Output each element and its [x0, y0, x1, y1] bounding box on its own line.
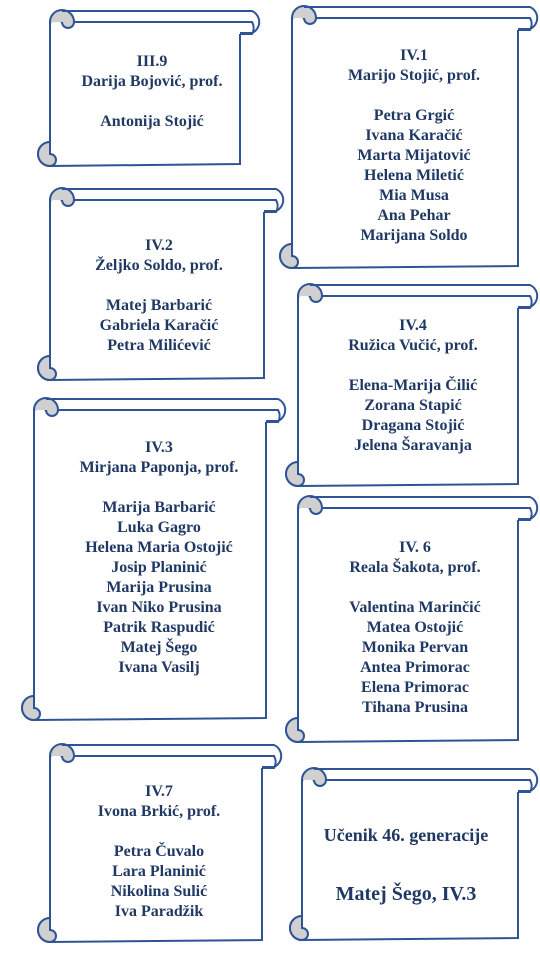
student-name: Luka Gagro — [117, 519, 201, 536]
student-name: Petra Grgić — [373, 107, 455, 124]
scroll-class-iv-2 — [20, 186, 282, 382]
student-name: Valentina Marinčić — [349, 599, 481, 616]
student-name: Ivana Karačić — [365, 127, 463, 144]
class-name: III.9 — [136, 53, 168, 70]
student-name: Nikolina Sulić — [110, 883, 208, 900]
student-name: Ivan Niko Prusina — [96, 599, 222, 616]
student-name: Ivana Vasilj — [118, 659, 200, 676]
scroll-content — [308, 316, 518, 456]
student-name: Elena-Marija Čilić — [348, 377, 478, 394]
class-name: IV. 6 — [399, 539, 431, 556]
student-name: Marta Mijatović — [357, 147, 471, 164]
student-name: Elena Primorac — [361, 679, 469, 696]
student-name: Petra Milićević — [107, 337, 211, 354]
student-name: Helena Miletić — [364, 167, 464, 184]
student-name: Marijana Soldo — [360, 227, 468, 244]
student-name: Dragana Stojić — [361, 417, 465, 434]
class-name: IV.3 — [145, 439, 173, 456]
teacher-name: Ružica Vučić, prof. — [348, 337, 478, 354]
scroll-class-iv-6 — [268, 494, 536, 744]
scroll-content — [54, 236, 264, 356]
scroll-class-iv-1 — [262, 4, 536, 270]
scroll-content — [54, 52, 250, 132]
student-name: Ana Pehar — [377, 207, 451, 224]
student-name: Antonija Stojić — [100, 113, 204, 130]
student-name: Matej Šego — [120, 639, 198, 656]
student-name: Patrik Raspudić — [103, 619, 215, 636]
student-name: Marija Prusina — [106, 579, 212, 596]
student-name: Monika Pervan — [361, 639, 469, 656]
student-name: Helena Maria Ostojić — [85, 539, 233, 556]
student-name: Matea Ostojić — [366, 619, 464, 636]
student-name: Mia Musa — [379, 187, 449, 204]
class-name: IV.1 — [400, 47, 428, 64]
student-name: Antea Primorac — [360, 659, 470, 676]
student-name: Jelena Šaravanja — [354, 437, 472, 454]
scroll-class-iv-4 — [268, 282, 536, 488]
scroll-class-iv-3 — [4, 396, 284, 722]
scroll-content — [306, 46, 522, 246]
teacher-name: Marijo Stojić, prof. — [347, 67, 481, 84]
class-name: IV.2 — [145, 237, 173, 254]
student-name: Matej Barbarić — [105, 297, 213, 314]
scroll-content — [308, 538, 522, 718]
student-name: Iva Paradžik — [114, 903, 204, 920]
scroll-class-iii-9 — [20, 8, 258, 168]
student-name: Gabriela Karačić — [99, 317, 219, 334]
student-name: Zorana Stapić — [364, 397, 462, 414]
student-name: Lara Planinić — [112, 863, 206, 880]
teacher-name: Željko Soldo, prof. — [95, 257, 223, 274]
student-name: Josip Planinić — [111, 559, 207, 576]
teacher-name: Ivona Brkić, prof. — [97, 803, 221, 820]
scroll-content — [54, 782, 264, 922]
highlight-student: Matej Šego, IV.3 — [335, 883, 477, 905]
highlight-title: Učenik 46. generacije — [323, 825, 489, 845]
student-name: Petra Čuvalo — [113, 843, 205, 860]
student-name: Marija Barbarić — [102, 499, 216, 516]
student-name: Tihana Prusina — [362, 699, 468, 716]
class-name: IV.4 — [399, 317, 427, 334]
scroll-content — [48, 438, 270, 678]
teacher-name: Reala Šakota, prof. — [349, 559, 481, 576]
scroll-generation-student — [272, 766, 536, 942]
scroll-content — [298, 824, 514, 906]
class-name: IV.7 — [145, 783, 173, 800]
teacher-name: Mirjana Paponja, prof. — [79, 459, 239, 476]
scroll-class-iv-7 — [20, 742, 280, 944]
teacher-name: Darija Bojović, prof. — [81, 73, 223, 90]
